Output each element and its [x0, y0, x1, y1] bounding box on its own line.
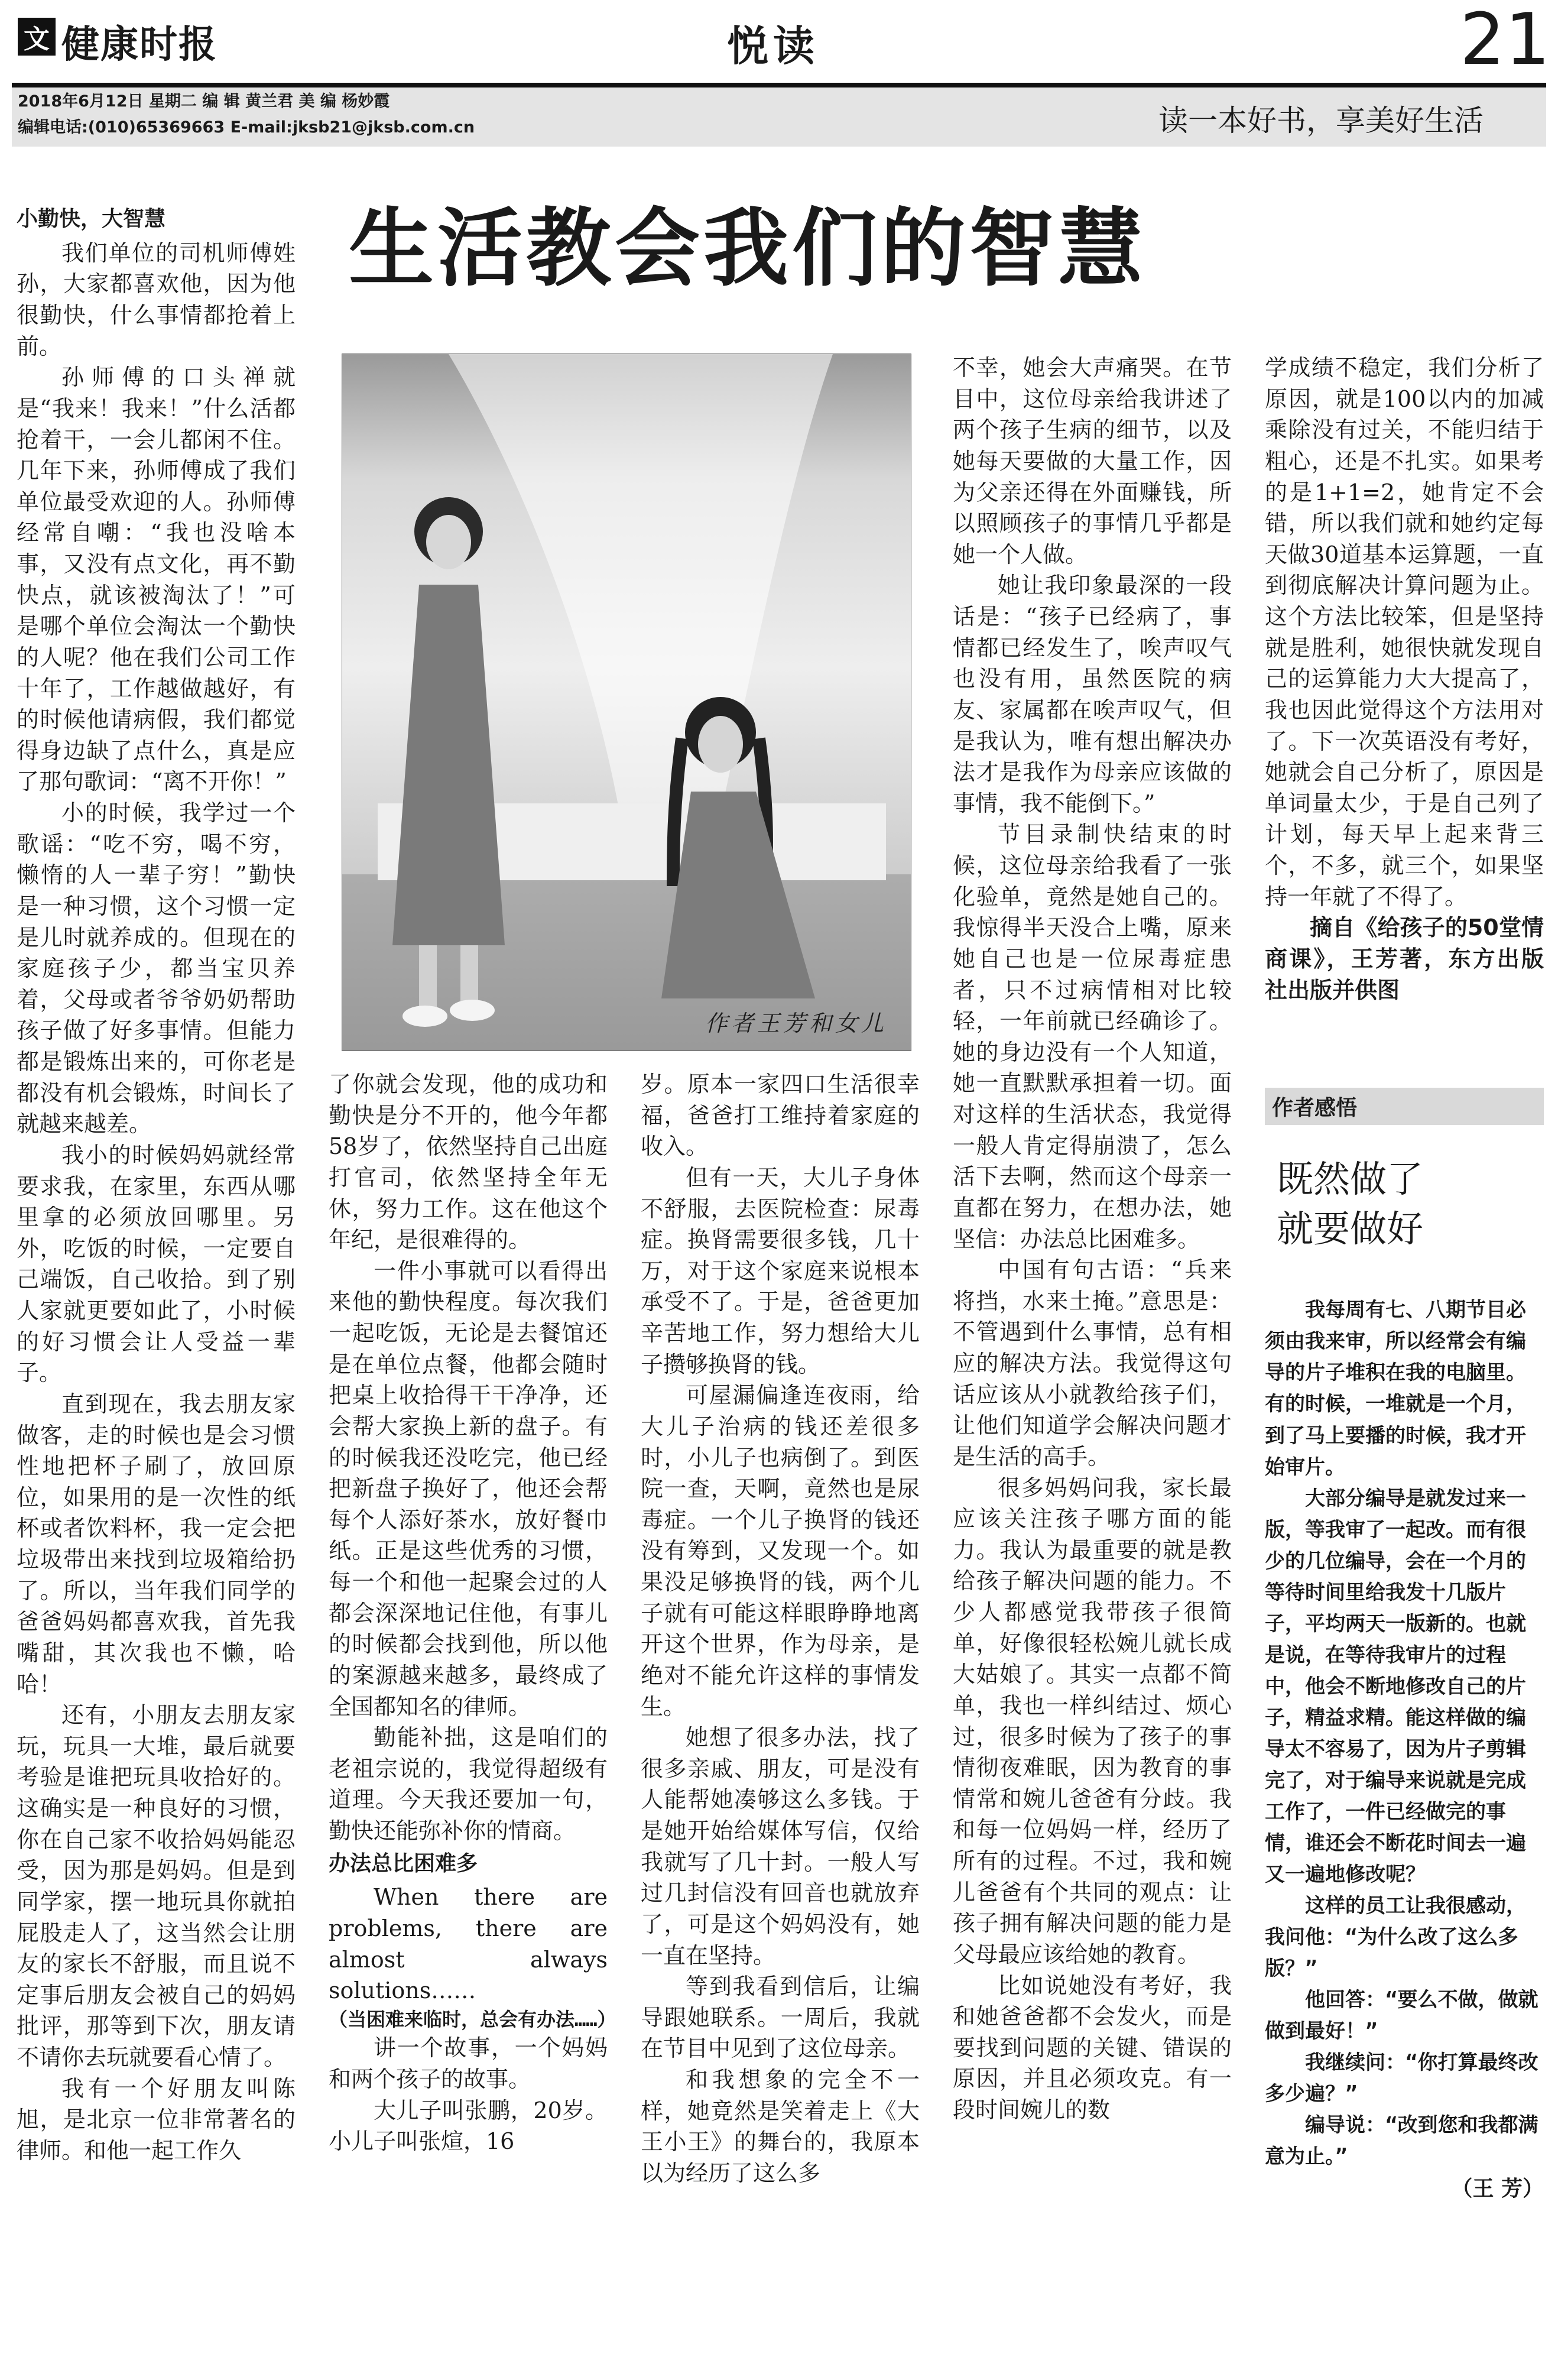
- column-1: [17, 202, 296, 2167]
- section-title: 悦读: [727, 22, 819, 70]
- sidebar-title-line-2: 就要做好: [1277, 1207, 1424, 1250]
- book-source: 摘自《给孩子的50堂情商课》，王芳著，东方出版社出版并供图: [1265, 915, 1544, 1003]
- sidebar-author: （王 芳）: [1451, 2177, 1544, 2201]
- paragraph: 我每周有七、八期节目必须由我来审，所以经常会有编导的片子堆积在我的电脑里。有的时候，一堆就是一个月，到了马上要播的时候，我才开始审片。: [1265, 1298, 1526, 1479]
- paragraph: 我有一个好朋友叫陈旭，是北京一位非常著名的律师。和他一起工作久: [17, 2075, 296, 2164]
- photo-illustration: [342, 354, 911, 1050]
- english-quote: When there are problems, there are almost always solutions……: [329, 1884, 608, 2004]
- paragraph: 不幸，她会大声痛哭。在节目中，这位母亲给我讲述了两个孩子生病的细节，以及她每天要做的大量工作，因为父亲还得在外面赚钱，所以照顾孩子的事情几乎都是她一个人做。: [953, 355, 1232, 568]
- header-rule: [12, 83, 1546, 87]
- sidebar-title: [1277, 1155, 1544, 1253]
- paragraph: 这样的员工让我很感动，我问他：“为什么改了这么多版？”: [1265, 1893, 1526, 1981]
- article-photo: [342, 354, 911, 1051]
- paragraph: 但有一天，大儿子身体不舒服，去医院检查：尿毒症。换肾需要很多钱，几十万，对于这个家庭来说根本承受不了。于是，爸爸更加辛苦地工作，努力想给大儿子攒够换肾的钱。: [641, 1164, 920, 1377]
- masthead: 健康时报: [61, 23, 218, 67]
- paragraph: 孙师傅的口头禅就是“我来！我来！”什么活都抢着干，一会儿都闲不住。几年下来，孙师傅成了我们单位最受欢迎的人。孙师傅经常自嘲：“我也没啥本事，又没有点文化，再不勤快点，就该被淘汰了！”可是哪个单位会淘汰一个勤快的人呢？他在我们公司工作十年了，工作越做越好，有的时候他请病假，我们都觉得身边缺了点什么，真是应了那句歌词：“离不开你！”: [17, 364, 296, 795]
- column-5: [1265, 352, 1544, 1006]
- headline: 生活教会我们的智慧: [349, 198, 1147, 298]
- column-3: [641, 1069, 920, 2189]
- paragraph: 中国有句古语：“兵来将挡，水来土掩。”意思是：不管遇到什么事情，总有相应的解决方法。我觉得这句话应该从小就教给孩子们，让他们知道学会解决问题才是生活的高手。: [953, 1257, 1232, 1470]
- paragraph: 还有，小朋友去朋友家玩，玩具一大堆，最后就要考验是谁把玩具收拾好的。这确实是一种良好的习惯，你在自己家不收拾妈妈能忍受，因为那是妈妈。但是到同学家，摆一地玩具你就拍屁股走人了，这当然会让朋友的家长不舒服，而且说不定事后朋友会被自己的妈妈批评，那等到下次，朋友请不请你去玩就要看心情了。: [17, 1702, 296, 2071]
- paragraph: 我们单位的司机师傅姓孙，大家都喜欢他，因为他很勤快，什么事情都抢着上前。: [17, 239, 296, 359]
- paragraph: 编导说：“改到您和我都满意为止。”: [1265, 2113, 1538, 2169]
- newspaper-logo-icon: 文: [18, 18, 56, 56]
- page-number: 21: [1460, 0, 1550, 81]
- paragraph: 比如说她没有考好，我和她爸爸都不会发火，而是要找到问题的关键、错误的原因，并且必须攻克。有一段时间婉儿的数: [953, 1972, 1232, 2123]
- subhead-diligence: 小勤快，大智慧: [17, 207, 166, 231]
- column-2: [329, 1069, 616, 2157]
- paragraph: 她想了很多办法，找了很多亲戚、朋友，可是没有人能帮她凑够这么多钱。于是她开始给媒体写信，仅给我就写了几十封。一般人写过几封信没有回音也就放弃了，可是这个妈妈没有，她一直在坚持。: [641, 1724, 920, 1969]
- sidebar: [1265, 1088, 1544, 2206]
- paragraph: 直到现在，我去朋友家做客，走的时候也是会习惯性地把杯子刷了，放回原位，如果用的是一次性的纸杯或者饮料杯，我一定会把垃圾带出来找到垃圾箱给扔了。所以，当年我们同学的爸爸妈妈都喜欢我，首先我嘴甜，其次我也不懒，哈哈！: [17, 1390, 296, 1697]
- column-4: [953, 352, 1232, 2126]
- paragraph: 节目录制快结束的时候，这位母亲给我看了一张化验单，竟然是她自己的。我惊得半天没合上嘴，原来她自己也是一位尿毒症患者，只不过病情相对比较轻，一年前就已经确诊了。她的身边没有一个人知道，她一直默默承担着一切。面对这样的生活状态，我觉得一般人肯定得崩溃了，怎么活下去啊，然而这个母亲一直都在努力，在想办法，她坚信：办法总比困难多。: [953, 821, 1232, 1252]
- sidebar-title-line-1: 既然做了: [1277, 1157, 1424, 1201]
- sidebar-essay: [1265, 1295, 1544, 2206]
- paragraph: 一件小事就可以看得出来他的勤快程度。每次我们一起吃饭，无论是去餐馆还是在单位点餐，他都会随时把桌上收拾得干干净净，还会帮大家换上新的盘子。有的时候我还没吃完，他已经把新盘子换好了，他还会帮每个人添好茶水，放好餐巾纸。正是这些优秀的习惯，每一个和他一起聚会过的人都会深深地记住他，有事儿的时候都会找到他，所以他的案源越来越多，最终成了全国都知名的律师。: [329, 1257, 608, 1720]
- paragraph: 大儿子叫张鹏，20岁。小儿子叫张煊，16: [329, 2097, 608, 2155]
- paragraph: 岁。原本一家四口生活很幸福，爸爸打工维持着家庭的收入。: [641, 1071, 920, 1160]
- paragraph: 他回答：“要么不做，做就做到最好！”: [1265, 1988, 1538, 2044]
- issue-info-line: 2018年6月12日 星期二 编 辑 黄兰君 美 编 杨妙霞: [18, 92, 390, 111]
- paragraph: 她让我印象最深的一段话是：“孩子已经病了，事情都已经发生了，唉声叹气也没有用，虽然医院的病友、家属都在唉声叹气，但是我认为，唯有想出解决办法才是我作为母亲应该做的事情，我不能倒下。”: [953, 572, 1232, 816]
- paragraph: 我小的时候妈妈就经常要求我，在家里，东西从哪里拿的必须放回哪里。另外，吃饭的时候，一定要自己端饭，自己收拾。到了别人家就更要如此了，小时候的好习惯会让人受益一辈子。: [17, 1142, 296, 1386]
- paragraph: 可屋漏偏逢连夜雨，给大儿子治病的钱还差很多时，小儿子也病倒了。到医院一查，天啊，竟然也是尿毒症。一个儿子换肾的钱还没有筹到，又发现一个。如果没足够换肾的钱，两个儿子就有可能这样眼睁睁地离开这个世界，作为母亲，是绝对不能允许这样的事情发生。: [641, 1382, 920, 1720]
- paragraph: 勤能补拙，这是咱们的老祖宗说的，我觉得超级有道理。今天我还要加一句，勤快还能弥补你的情商。: [329, 1724, 608, 1844]
- paragraph: 等到我看到信后，让编导跟她联系。一周后，我就在节目中见到了这位母亲。: [641, 1973, 920, 2062]
- paragraph: 讲一个故事，一个妈妈和两个孩子的故事。: [329, 2035, 608, 2092]
- paragraph: 我继续问：“你打算最终改多少遍？”: [1265, 2051, 1538, 2106]
- quote-translation: （当困难来临时，总会有办法……）: [329, 2008, 616, 2031]
- page-slogan: 读一本好书，享美好生活: [1158, 103, 1484, 138]
- subhead-solutions: 办法总比困难多: [329, 1851, 478, 1876]
- paragraph: 很多妈妈问我，家长最应该关注孩子哪方面的能力。我认为最重要的就是教给孩子解决问题的能力。不少人都感觉我带孩子很简单，好像很轻松婉儿就长成大姑娘了。其实一点都不简单，我也一样纠结过、烦心过，很多时候为了孩子的事情彻夜难眠，因为教育的事情常和婉儿爸爸有分歧。我和每一位妈妈一样，经历了所有的过程。不过，我和婉儿爸爸有个共同的观点：让孩子拥有解决问题的能力是父母最应该给她的教育。: [953, 1474, 1232, 1967]
- paragraph: 小的时候，我学过一个歌谣：“吃不穷，喝不穷，懒惰的人一辈子穷！”勤快是一种习惯，这个习惯一定是儿时就养成的。但现在的家庭孩子少，都当宝贝养着，父母或者爷爷奶奶帮助孩子做了好多事情。但能力都是锻炼出来的，可你老是都没有机会锻炼，时间长了就越来越差。: [17, 800, 296, 1137]
- photo-caption: 作者王芳和女儿: [705, 1010, 887, 1036]
- paragraph: 和我想象的完全不一样，她竟然是笑着走上《大王小王》的舞台的，我原本以为经历了这么多: [641, 2067, 920, 2186]
- sidebar-label: 作者感悟: [1265, 1088, 1544, 1125]
- paragraph: 大部分编导是就发过来一版，等我审了一起改。而有很少的几位编导，会在一个月的等待时间里给我发十几版片子，平均两天一版新的。也就是说，在等待我审片的过程中，他会不断地修改自己的片子，精益求精。能这样做的编导太不容易了，因为片子剪辑完了，对于编导来说就是完成工作了，一件已经做完的事情，谁还会不断花时间去一遍又一遍地修改呢？: [1265, 1486, 1526, 1886]
- paragraph: 了你就会发现，他的成功和勤快是分不开的，他今年都58岁了，依然坚持自己出庭打官司，依然坚持全年无休，努力工作。这在他这个年纪，是很难得的。: [329, 1071, 608, 1253]
- editor-contact-line: 编辑电话:(010)65369663 E-mail:jksb21@jksb.com.cn: [18, 118, 475, 137]
- paragraph: 学成绩不稳定，我们分析了原因，就是100以内的加减乘除没有过关，不能归结于粗心，还是不扎实。如果考的是1+1=2，她肯定不会错，所以我们就和她约定每天做30道基本运算题，一直到彻底解决计算问题为止。这个方法比较笨，但是坚持就是胜利，她很快就发现自己的运算能力大大提高了，我也因此觉得这个方法用对了。下一次英语没有考好，她就会自己分析了，原因是单词量太少，于是自己列了计划，每天早上起来背三个，不多，就三个，如果坚持一年就了不得了。: [1265, 355, 1544, 910]
